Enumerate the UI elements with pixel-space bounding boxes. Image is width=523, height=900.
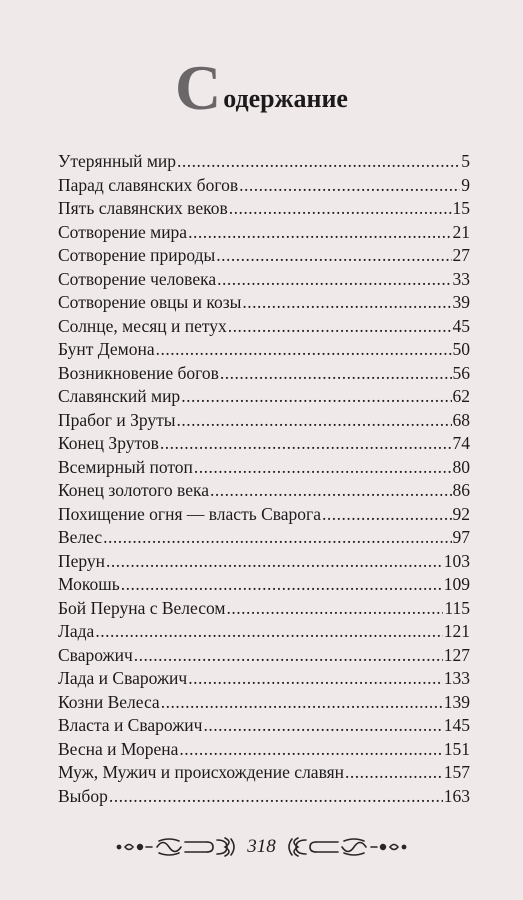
toc-entry-title: Бунт Демона	[58, 339, 155, 359]
toc-entry-page: 109	[443, 574, 470, 594]
toc-leader-dots	[217, 268, 451, 292]
toc-entry-page: 127	[443, 644, 470, 665]
page-footer	[0, 834, 523, 860]
toc-entry-page: 74	[452, 433, 470, 453]
toc-leader-dots	[210, 479, 452, 503]
toc-entry-page: 157	[443, 762, 470, 782]
toc-entry	[58, 644, 470, 668]
toc-entry	[58, 573, 470, 597]
toc-entry-title: Бой Перуна с Велесом	[58, 597, 226, 618]
toc-leader-dots	[188, 667, 443, 691]
toc-entry	[58, 385, 470, 409]
toc-entry-title: Велес	[58, 527, 103, 547]
toc-leader-dots	[229, 197, 452, 221]
toc-entry-page: 50	[452, 339, 470, 359]
toc-entry	[58, 785, 470, 809]
toc-entry	[58, 432, 470, 456]
toc-entry-page: 151	[443, 738, 470, 759]
table-of-contents	[58, 150, 470, 808]
toc-entry-page: 86	[452, 480, 470, 500]
toc-entry-page: 27	[452, 245, 470, 265]
toc-leader-dots	[188, 221, 451, 245]
toc-entry	[58, 550, 470, 574]
toc-entry	[58, 761, 470, 785]
toc-leader-dots	[179, 738, 442, 762]
toc-leader-dots	[109, 785, 443, 809]
toc-entry-page: 33	[452, 268, 470, 289]
drop-cap: С	[175, 52, 222, 123]
toc-entry-page: 56	[452, 362, 470, 383]
toc-entry-title: Сотворение человека	[58, 268, 217, 289]
toc-entry-page: 9	[461, 174, 470, 195]
toc-entry-title: Выбор	[58, 785, 108, 806]
toc-entry	[58, 503, 470, 527]
toc-entry-title: Солнце, месяц и петух	[58, 315, 227, 336]
toc-entry-page: 62	[452, 386, 470, 406]
toc-entry-title: Перун	[58, 550, 106, 571]
toc-entry-title: Славянский мир	[58, 386, 181, 406]
toc-entry-title: Конец Зрутов	[58, 433, 159, 453]
toc-leader-dots	[242, 291, 451, 315]
toc-leader-dots	[177, 409, 452, 433]
toc-leader-dots	[106, 550, 443, 574]
toc-entry	[58, 150, 470, 174]
page-title	[0, 52, 523, 123]
toc-entry-page: 145	[443, 715, 470, 735]
toc-entry-title: Козни Велеса	[58, 691, 160, 712]
toc-entry-page: 39	[452, 292, 470, 312]
toc-leader-dots	[95, 620, 442, 644]
title-text: одержание	[223, 84, 348, 113]
toc-entry-title: Сотворение мира	[58, 221, 188, 242]
toc-entry	[58, 268, 470, 292]
toc-leader-dots	[177, 150, 460, 174]
toc-entry	[58, 714, 470, 738]
toc-entry-title: Сварожич	[58, 644, 133, 665]
toc-leader-dots	[194, 456, 452, 480]
toc-entry-page: 133	[443, 668, 470, 688]
toc-entry	[58, 738, 470, 762]
toc-entry-page: 68	[452, 409, 470, 430]
toc-entry-page: 45	[452, 315, 470, 336]
toc-entry	[58, 456, 470, 480]
toc-leader-dots	[160, 432, 452, 456]
toc-entry	[58, 315, 470, 339]
toc-entry	[58, 597, 470, 621]
toc-entry	[58, 174, 470, 198]
toc-leader-dots	[228, 315, 452, 339]
toc-entry	[58, 667, 470, 691]
toc-entry-page: 97	[452, 527, 470, 547]
toc-entry	[58, 338, 470, 362]
toc-leader-dots	[322, 503, 452, 527]
toc-entry-page: 5	[461, 151, 470, 171]
toc-leader-dots	[203, 714, 442, 738]
toc-leader-dots	[134, 644, 443, 668]
toc-entry-title: Весна и Морена	[58, 738, 179, 759]
toc-leader-dots	[345, 761, 443, 785]
toc-entry	[58, 479, 470, 503]
toc-entry-page: 115	[444, 597, 470, 618]
toc-entry-page: 121	[443, 621, 470, 641]
toc-leader-dots	[216, 244, 451, 268]
toc-entry	[58, 291, 470, 315]
toc-leader-dots	[220, 362, 452, 386]
toc-entry-page: 139	[443, 691, 470, 712]
toc-entry	[58, 362, 470, 386]
toc-leader-dots	[103, 526, 451, 550]
toc-entry-title: Лада	[58, 621, 95, 641]
toc-entry-page: 163	[443, 785, 470, 806]
toc-leader-dots	[156, 338, 452, 362]
toc-entry-page: 21	[452, 221, 470, 242]
toc-entry-page: 92	[452, 503, 470, 524]
right-ornament-icon	[282, 834, 410, 860]
toc-entry-page: 15	[452, 198, 470, 218]
toc-entry-title: Лада и Сварожич	[58, 668, 188, 688]
toc-entry-title: Утерянный мир	[58, 151, 177, 171]
toc-entry	[58, 244, 470, 268]
toc-entry	[58, 691, 470, 715]
toc-entry-page: 80	[452, 456, 470, 477]
toc-leader-dots	[227, 597, 444, 621]
toc-entry-title: Возникновение богов	[58, 362, 219, 383]
toc-entry-title: Муж, Мужич и происхождение славян	[58, 762, 345, 782]
toc-leader-dots	[161, 691, 443, 715]
left-ornament-icon	[113, 834, 241, 860]
toc-entry-title: Сотворение природы	[58, 245, 216, 265]
toc-entry-title: Мокошь	[58, 574, 120, 594]
toc-entry	[58, 409, 470, 433]
toc-entry	[58, 526, 470, 550]
toc-entry-title: Сотворение овцы и козы	[58, 292, 242, 312]
toc-entry-title: Власта и Сварожич	[58, 715, 203, 735]
toc-entry	[58, 221, 470, 245]
page-number: 318	[247, 836, 276, 857]
toc-entry-title: Похищение огня — власть Сварога	[58, 503, 321, 524]
toc-leader-dots	[239, 174, 460, 198]
toc-entry-page: 103	[443, 550, 470, 571]
toc-entry-title: Пять славянских веков	[58, 198, 228, 218]
toc-entry-title: Всемирный потоп	[58, 456, 193, 477]
toc-leader-dots	[121, 573, 443, 597]
toc-entry	[58, 197, 470, 221]
toc-entry	[58, 620, 470, 644]
toc-leader-dots	[181, 385, 451, 409]
toc-entry-title: Парад славянских богов	[58, 174, 239, 195]
toc-entry-title: Прабог и Зруты	[58, 409, 176, 430]
toc-entry-title: Конец золотого века	[58, 480, 209, 500]
